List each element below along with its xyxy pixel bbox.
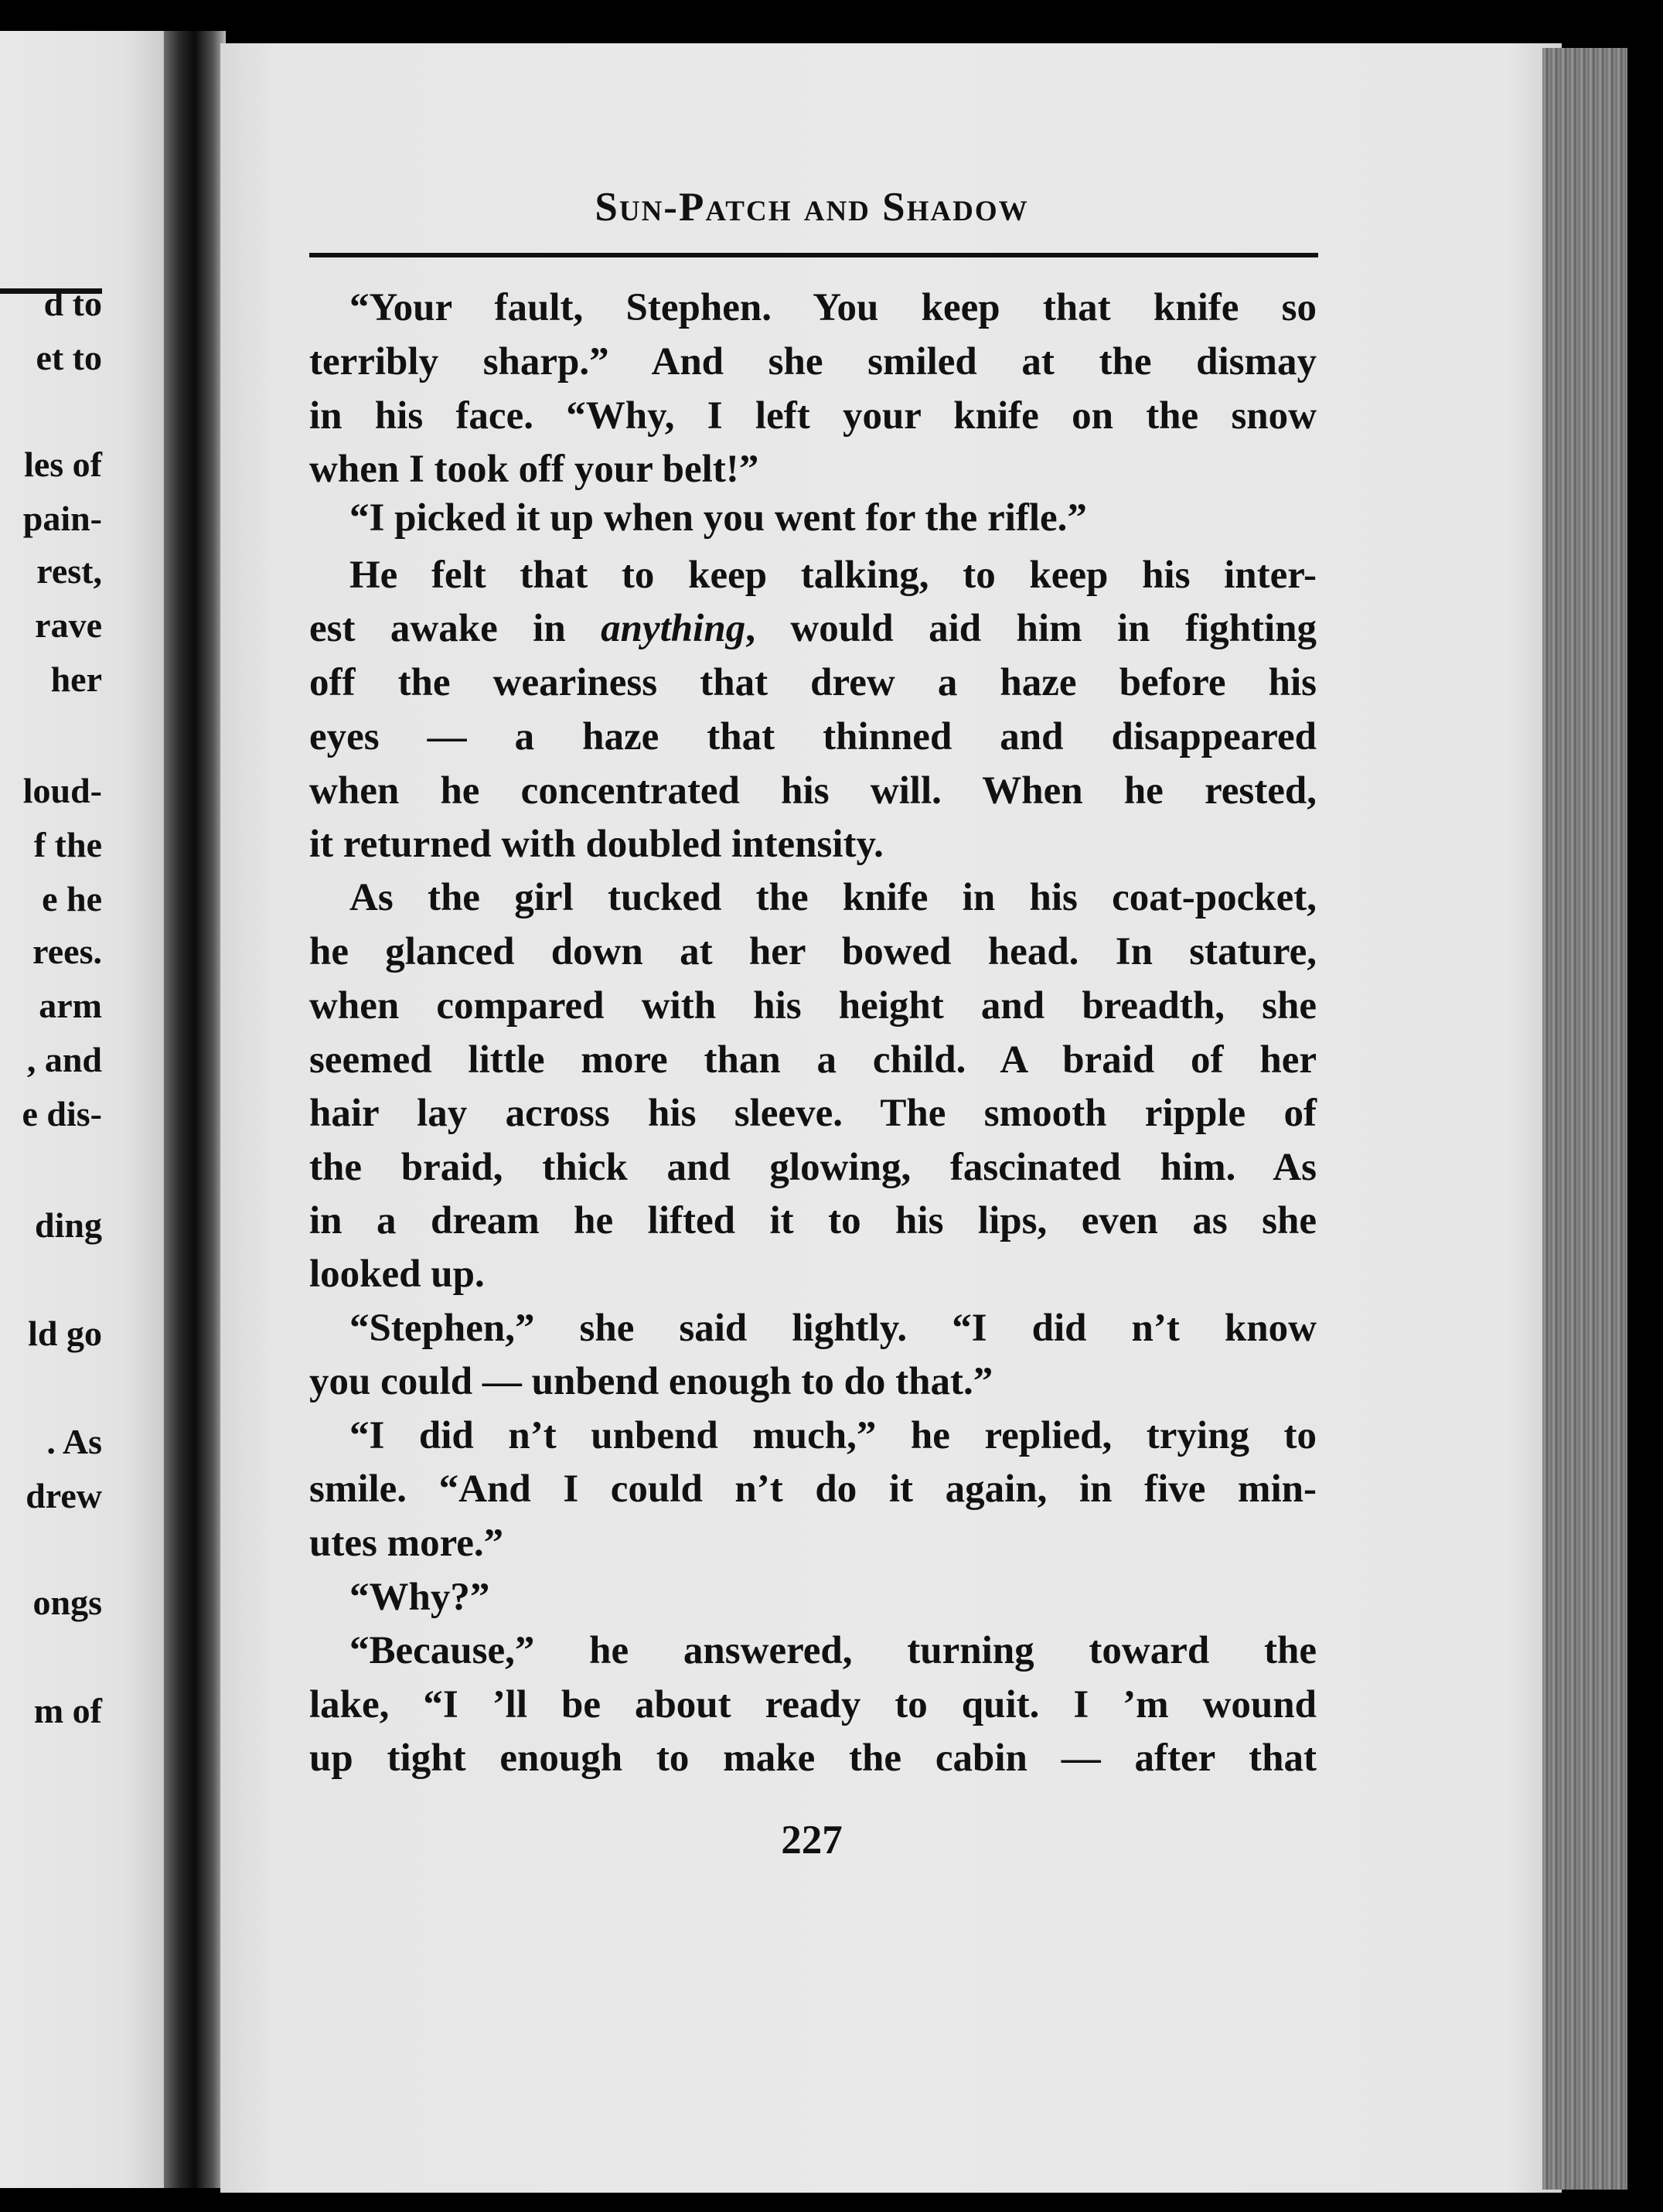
previous-page-line: e dis- xyxy=(22,1094,102,1133)
text-line: off the weariness that drew a haze before his xyxy=(309,661,1317,704)
text-line: He felt that to keep talking, to keep his inter- xyxy=(349,554,1317,597)
text-line: smile. “And I could n’t do it again, in five min- xyxy=(309,1467,1317,1511)
previous-page-line: her xyxy=(50,660,102,699)
previous-page-line: loud- xyxy=(22,771,102,810)
text-line: “Because,” he answered, turning toward the xyxy=(349,1629,1317,1672)
text-line: up tight enough to make the cabin — after that xyxy=(309,1737,1317,1780)
running-head-rule xyxy=(309,253,1318,257)
previous-page-line: pain- xyxy=(22,499,102,538)
text-line: terribly sharp.” And she smiled at the dismay xyxy=(309,340,1317,383)
text-line: when I took off your belt!” xyxy=(309,448,759,491)
text-line: in a dream he lifted it to his lips, even as she xyxy=(309,1199,1317,1242)
previous-page-line: ding xyxy=(35,1205,102,1245)
book-gutter xyxy=(164,31,226,2188)
page-number: 227 xyxy=(781,1818,843,1863)
text-span: est awake in xyxy=(309,607,601,650)
text-line: “Why?” xyxy=(349,1576,490,1619)
text-line: when he concentrated his will. When he rested, xyxy=(309,769,1317,813)
text-line: As the girl tucked the knife in his coat-pocket, xyxy=(349,876,1317,919)
previous-page-line: f the xyxy=(33,825,102,864)
previous-page-line: les of xyxy=(24,445,102,484)
emphasized-word: anything xyxy=(601,607,746,650)
text-span: , would aid him in fighting xyxy=(745,607,1317,650)
previous-page-line: e he xyxy=(42,879,102,919)
previous-page-line: . As xyxy=(46,1422,102,1461)
text-line: he glanced down at her bowed head. In stature, xyxy=(309,930,1317,973)
text-line: lake, “I ’ll be about ready to quit. I ’m wound xyxy=(309,1683,1317,1726)
text-line: utes more.” xyxy=(309,1522,504,1565)
text-line: “I did n’t unbend much,” he replied, trying to xyxy=(349,1414,1317,1457)
previous-page-line: ongs xyxy=(32,1583,102,1622)
text-line: in his face. “Why, I left your knife on the snow xyxy=(309,394,1317,438)
text-line: when compared with his height and breadth, she xyxy=(309,984,1317,1028)
previous-page-line: ld go xyxy=(28,1314,102,1353)
previous-page-line: drew xyxy=(26,1476,102,1515)
previous-page-line: , and xyxy=(26,1040,102,1079)
text-line: eyes — a haze that thinned and disappeared xyxy=(309,715,1317,758)
previous-page-line: rest, xyxy=(36,551,102,591)
text-line: it returned with doubled intensity. xyxy=(309,823,884,866)
text-line: “I picked it up when you went for the rifle.” xyxy=(349,496,1087,540)
previous-page-line: d to xyxy=(43,284,102,323)
previous-page-line: arm xyxy=(39,986,102,1025)
text-line: seemed little more than a child. A braid of her xyxy=(309,1038,1317,1082)
text-line: hair lay across his sleeve. The smooth ripple of xyxy=(309,1092,1317,1135)
text-line: you could — unbend enough to do that.” xyxy=(309,1360,993,1403)
running-head: Sun-Patch and Shadow xyxy=(595,185,1029,230)
previous-page-line: m of xyxy=(33,1691,102,1730)
text-line: the braid, thick and glowing, fascinated him. As xyxy=(309,1146,1317,1189)
text-line: looked up. xyxy=(309,1253,485,1296)
text-line: “Stephen,” she said lightly. “I did n’t know xyxy=(349,1307,1317,1350)
previous-page-line: rave xyxy=(35,605,102,645)
page-edges xyxy=(1542,48,1627,2190)
text-line-with-emphasis xyxy=(309,605,1317,652)
text-line: “Your fault, Stephen. You keep that knife so xyxy=(349,286,1317,329)
previous-page-line: rees. xyxy=(32,932,102,971)
previous-page-line: et to xyxy=(36,338,102,377)
